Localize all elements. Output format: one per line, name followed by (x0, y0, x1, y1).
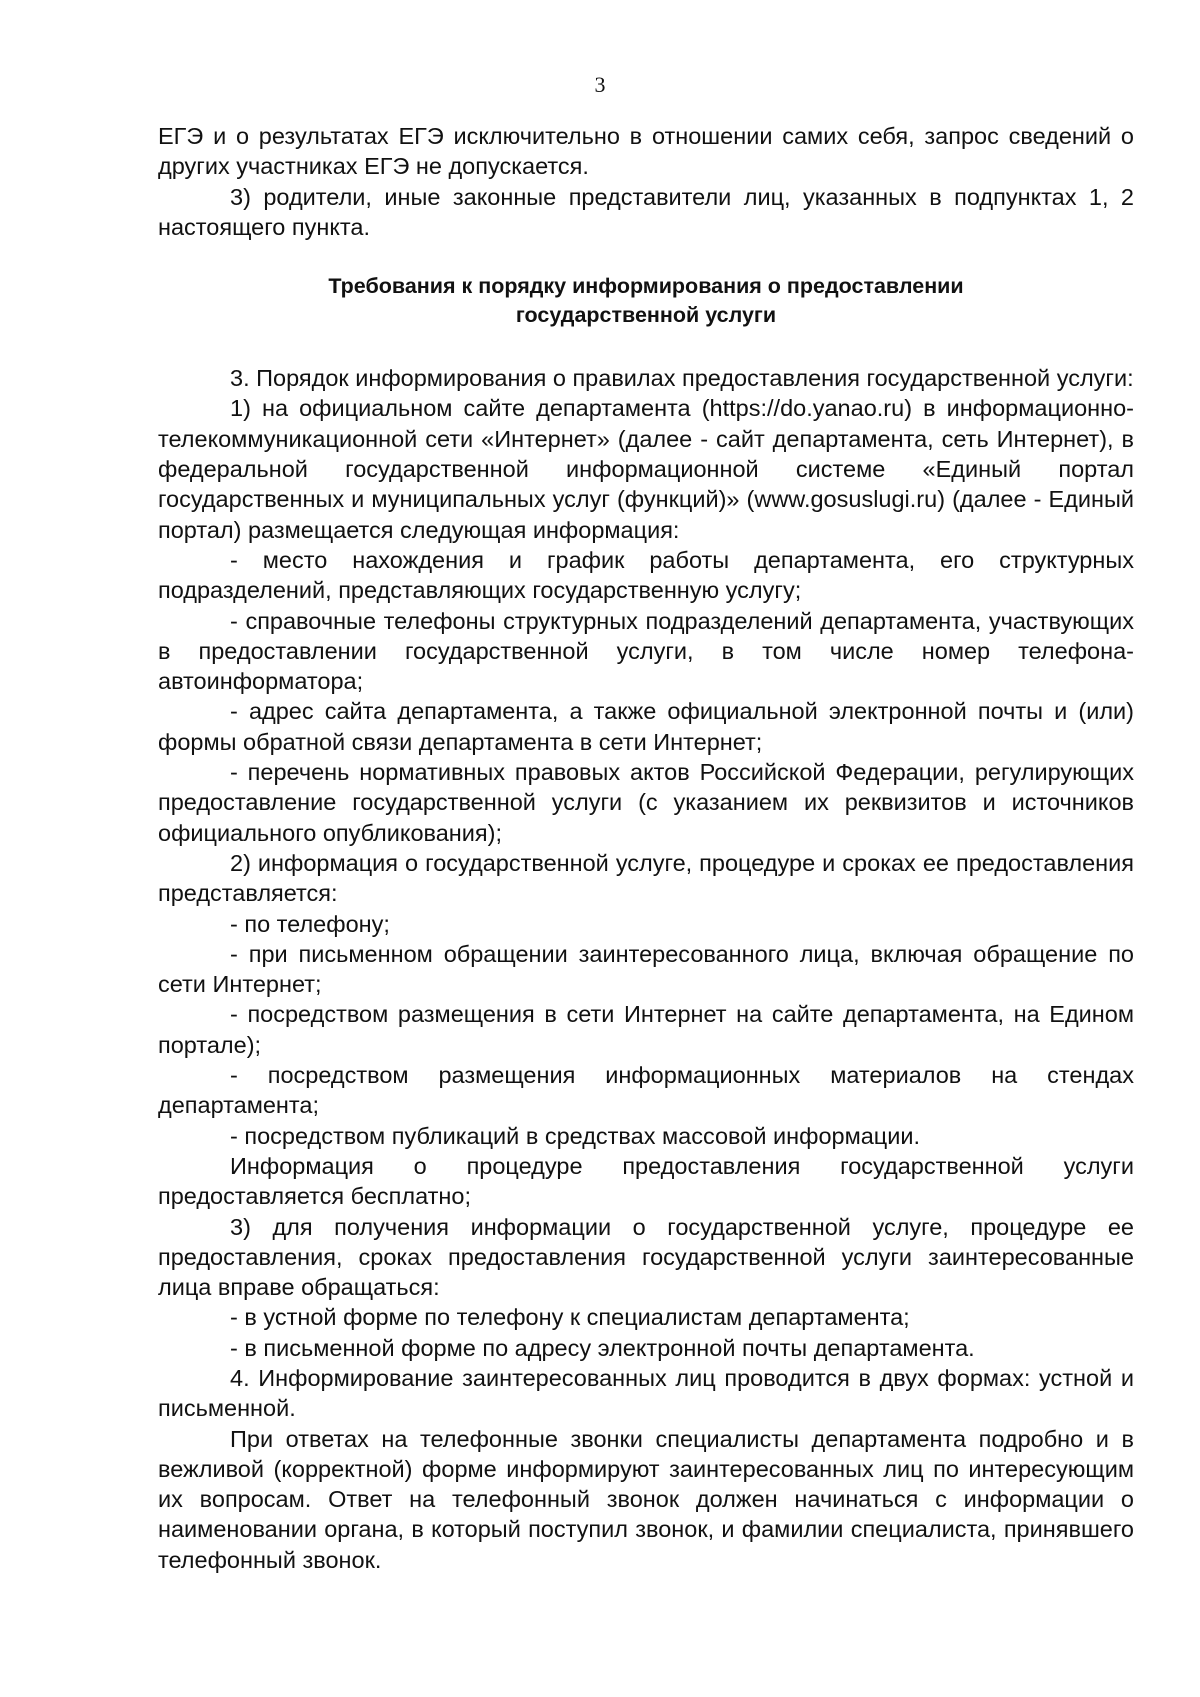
page-number: 3 (594, 72, 606, 97)
paragraph-free-information: Информация о процедуре предоставления государственной услуги предоставляется бесплатно; (158, 1152, 1134, 1210)
list-item-by-phone: - по телефону; (230, 910, 390, 937)
paragraph-subitem-1: 1) на официальном сайте департамента (https://do.yanao.ru) в информационно-телекоммуникационной сети «Интернет» (далее - сайт департамента, сеть Интернет), в федеральной государственной информационной системе «Единый портал государственных и муниципальных услуг (функций)» (www.gosuslugi.ru) (далее - Единый портал) размещается следующая информация: (158, 395, 1134, 543)
intro-paragraph-2: 3) родители, иные законные представители лиц, указанных в подпунктах 1, 2 настоящего пункта. (158, 183, 1134, 240)
paragraph-subitem-3: 3) для получения информации о государственной услуге, процедуре ее предоставления, сроках предоставления государственной услуги заинтересованные лица вправе обращаться: (158, 1213, 1134, 1301)
section-heading-line-1: Требования к порядку информирования о предоставлении (328, 274, 964, 299)
list-item-written-form: - в письменной форме по адресу электронной почты департамента. (230, 1334, 975, 1361)
document-body (158, 121, 1134, 1575)
section-heading (158, 242, 1134, 363)
list-item-oral-form: - в устной форме по телефону к специалистам департамента; (230, 1304, 910, 1331)
list-item-stands: - посредством размещения информационных материалов на стендах департамента; (158, 1062, 1134, 1119)
paragraph-item-4: 4. Информирование заинтересованных лиц проводится в двух формах: устной и письменной. (158, 1364, 1134, 1422)
list-item-location: - место нахождения и график работы департамента, его структурных подразделений, представляющих государственную услугу; (158, 546, 1134, 604)
section-heading-line-2: государственной услуги (515, 303, 777, 328)
list-item-internet-placement: - посредством размещения в сети Интернет на сайте департамента, на Едином портале); (158, 1001, 1134, 1058)
paragraph-item-3: 3. Порядок информирования о правилах предоставления государственной услуги: (230, 365, 1134, 392)
list-item-written-request: - при письменном обращении заинтересованного лица, включая обращение по сети Интернет; (158, 940, 1134, 998)
list-item-phones: - справочные телефоны структурных подразделений департамента, участвующих в предоставлении государственной услуги, в том числе номер телефона-автоинформатора; (158, 607, 1134, 695)
list-item-mass-media: - посредством публикаций в средствах массовой информации. (230, 1122, 921, 1149)
paragraph-phone-answers: При ответах на телефонные звонки специалисты департамента подробно и в вежливой (корректной) форме информируют заинтересованных лиц по интересующим их вопросам. Ответ на телефонный звонок должен начинаться с информации о наименовании органа, в который поступил звонок, и фамилии специалиста, принявшего телефонный звонок. (158, 1425, 1134, 1573)
intro-paragraph-1: ЕГЭ и о результатах ЕГЭ исключительно в отношении самих себя, запрос сведений о других участниках ЕГЭ не допускается. (158, 123, 1134, 180)
paragraph-subitem-2: 2) информация о государственной услуге, процедуре и сроках ее предоставления представляется: (158, 849, 1134, 907)
list-item-legal-acts: - перечень нормативных правовых актов Российской Федерации, регулирующих предоставление государственной услуги (с указанием их реквизитов и источников официального опубликования); (158, 759, 1134, 846)
list-item-site-address: - адрес сайта департамента, а также официальной электронной почты и (или) формы обратной связи департамента в сети Интернет; (158, 698, 1134, 755)
